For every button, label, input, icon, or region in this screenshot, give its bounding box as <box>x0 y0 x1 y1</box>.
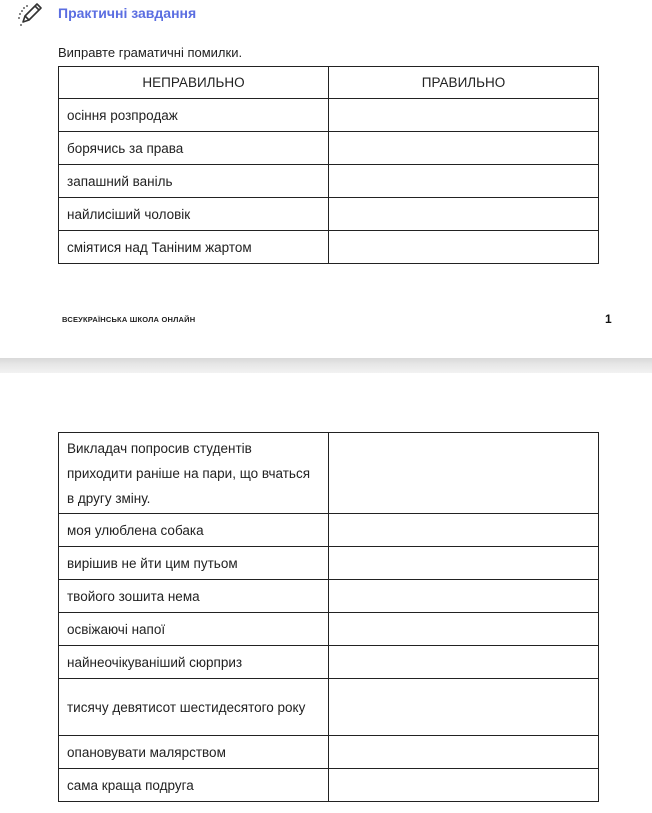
wrong-phrase: тисячу девятисот шестидесятого року <box>59 679 329 736</box>
table-row <box>59 646 599 679</box>
answer-cell[interactable] <box>329 165 599 198</box>
wrong-phrase: вирішив не йти цим путьом <box>59 547 329 580</box>
wrong-phrase: опановувати малярством <box>59 736 329 769</box>
wrong-phrase: сама краща подруга <box>59 769 329 802</box>
table-row <box>59 613 599 646</box>
table-row <box>59 679 599 736</box>
section-title: Практичні завдання <box>58 5 197 21</box>
table-row <box>59 231 599 264</box>
answer-cell[interactable] <box>329 547 599 580</box>
table-row <box>59 132 599 165</box>
wrong-phrase: запашний ваніль <box>59 165 329 198</box>
instruction-text: Виправте граматичні помилки. <box>58 45 243 60</box>
table-row <box>59 769 599 802</box>
answer-cell[interactable] <box>329 769 599 802</box>
table-header-row <box>59 67 599 99</box>
wrong-phrase: осіння розпродаж <box>59 99 329 132</box>
answer-cell[interactable] <box>329 736 599 769</box>
table-row <box>59 198 599 231</box>
wrong-phrase: твойого зошита нема <box>59 580 329 613</box>
header-wrong: НЕПРАВИЛЬНО <box>59 67 329 99</box>
wrong-phrase: моя улюблена собака <box>59 514 329 547</box>
wrong-phrase: борячись за права <box>59 132 329 165</box>
table-row <box>59 433 599 514</box>
table-row <box>59 99 599 132</box>
page-number: 1 <box>605 312 612 326</box>
answer-cell[interactable] <box>329 613 599 646</box>
wrong-phrase: найлисіший чоловік <box>59 198 329 231</box>
answer-cell[interactable] <box>329 198 599 231</box>
corrections-table-page-2 <box>58 432 599 802</box>
corrections-table-page-1 <box>58 66 599 264</box>
answer-cell[interactable] <box>329 433 599 514</box>
page-separator <box>0 358 652 373</box>
pencil-icon <box>17 0 45 28</box>
answer-cell[interactable] <box>329 679 599 736</box>
header-right: ПРАВИЛЬНО <box>329 67 599 99</box>
answer-cell[interactable] <box>329 646 599 679</box>
footer-school-name: ВСЕУКРАЇНСЬКА ШКОЛА ОНЛАЙН <box>62 315 196 324</box>
answer-cell[interactable] <box>329 132 599 165</box>
wrong-phrase: сміятися над Таніним жартом <box>59 231 329 264</box>
answer-cell[interactable] <box>329 99 599 132</box>
table-row <box>59 514 599 547</box>
wrong-phrase: Викладач попросив студентів приходити раніше на пари, що вчаться в другу зміну. <box>59 433 329 514</box>
table-row <box>59 736 599 769</box>
document-page-2 <box>0 373 652 813</box>
answer-cell[interactable] <box>329 514 599 547</box>
table-row <box>59 165 599 198</box>
table-row <box>59 580 599 613</box>
table-row <box>59 547 599 580</box>
document-page-1 <box>0 0 652 358</box>
wrong-phrase: найнеочікуваніший сюрприз <box>59 646 329 679</box>
answer-cell[interactable] <box>329 231 599 264</box>
answer-cell[interactable] <box>329 580 599 613</box>
wrong-phrase: освіжаючі напої <box>59 613 329 646</box>
